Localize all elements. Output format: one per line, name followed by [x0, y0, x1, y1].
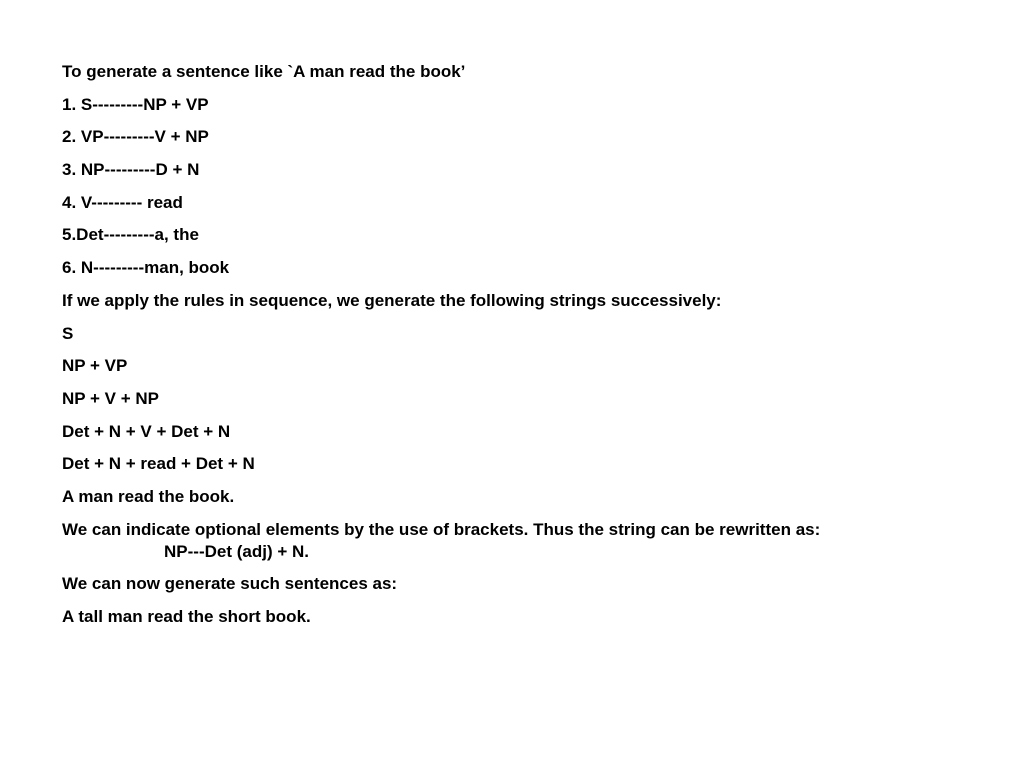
derivation-step-4: Det + N + V + Det + N	[62, 421, 231, 441]
rule-5: 5.Det---------a, the	[62, 225, 199, 245]
derivation-step-3: NP + V + NP	[62, 388, 160, 408]
intro-line: To generate a sentence like `A man read the book’	[62, 62, 466, 81]
example-sentence: A tall man read the short book.	[62, 607, 311, 626]
rule-2: 2. VP---------V + NP	[62, 127, 209, 147]
brackets-rule: NP---Det (adj) + N.	[164, 541, 309, 561]
rule-6: 6. N---------man, book	[62, 258, 230, 278]
derivation-step-2: NP + VP	[62, 356, 128, 376]
brackets-paragraph	[62, 516, 1002, 566]
rule-3: 3. NP---------D + N	[62, 160, 200, 180]
rule-1: 1. S---------NP + VP	[62, 94, 209, 114]
rule-4: 4. V--------- read	[62, 192, 183, 212]
derivation-result: A man read the book.	[62, 486, 235, 506]
derivation-step-5: Det + N + read + Det + N	[62, 454, 255, 474]
brackets-explanation: We can indicate optional elements by the use of brackets. Thus the string can be rewritten as:	[62, 519, 821, 539]
sequence-intro: If we apply the rules in sequence, we generate the following strings successively:	[62, 290, 722, 310]
slide-body	[62, 58, 1002, 636]
derivation-step-1: S	[62, 323, 74, 343]
generate-intro: We can now generate such sentences as:	[62, 574, 398, 594]
